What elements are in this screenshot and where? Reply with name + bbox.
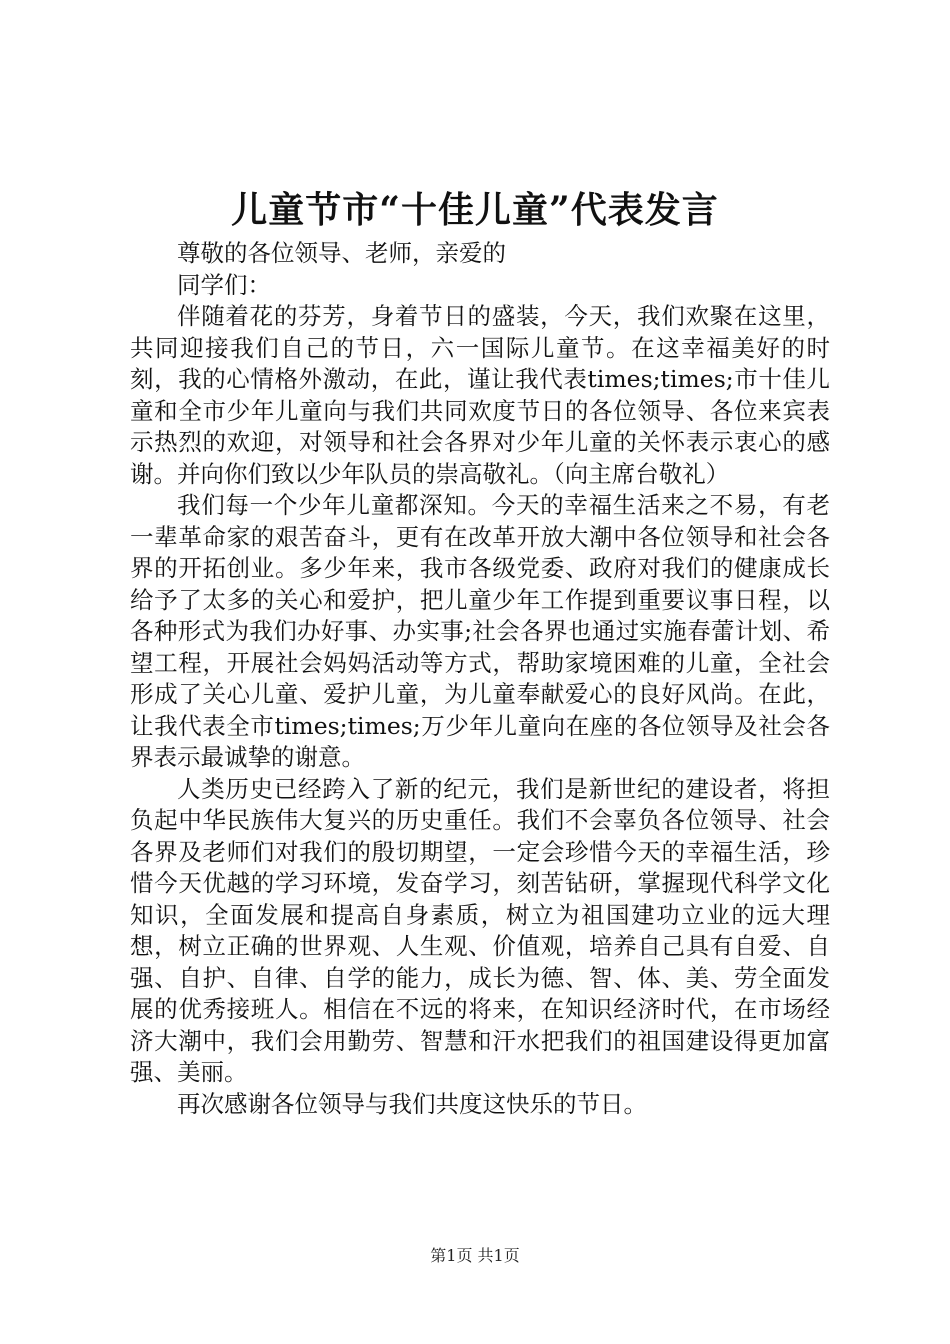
paragraph-gratitude: 我们每一个少年儿童都深知。今天的幸福生活来之不易，有老一辈革命家的艰苦奋斗，更有在改革开放大潮中各位领导和社会各界的开拓创业。多少年来，我市各级党委、政府对我们的健康成长给予了太多的关心和爱护，把儿童少年工作提到重要议事日程，以各种形式为我们办好事、办实事;社会各界也通过实施春蕾计划、希望工程，开展社会妈妈活动等方式，帮助家境困难的儿童，全社会形成了关心儿童、爱护儿童，为儿童奉献爱心的良好风尚。在此，让我代表全市times;times;万少年儿童向在座的各位领导及社会各界表示最诚挚的谢意。 — [130, 491, 830, 771]
page-title: 儿童节市“十佳儿童”代表发言 — [231, 189, 719, 231]
salutation-line-1: 尊敬的各位领导、老师，亲爱的 — [177, 239, 506, 267]
paragraph-welcome: 伴随着花的芬芳，身着节日的盛装，今天，我们欢聚在这里，共同迎接我们自己的节日，六一国际儿童节。在这幸福美好的时刻，我的心情格外激动，在此，谨让我代表times;times;市十佳儿童和全市少年儿童向与我们共同欢度节日的各位领导、各位来宾表示热烈的欢迎，对领导和社会各界对少年儿童的关怀表示衷心的感谢。并向你们致以少年队员的崇高敬礼。（向主席台敬礼） — [130, 302, 830, 488]
page-footer: 第1页 共1页 — [430, 1246, 520, 1265]
salutation-line-2: 同学们： — [177, 270, 271, 299]
paragraph-commitment: 人类历史已经跨入了新的纪元，我们是新世纪的建设者，将担负起中华民族伟大复兴的历史重任。我们不会辜负各位领导、社会各界及老师们对我们的殷切期望，一定会珍惜今天的幸福生活，珍惜今天优越的学习环境，发奋学习，刻苦钻研，掌握现代科学文化知识，全面发展和提高自身素质，树立为祖国建功立业的远大理想，树立正确的世界观、人生观、价值观，培养自己具有自爱、自强、自护、自律、自学的能力，成长为德、智、体、美、劳全面发展的优秀接班人。相信在不远的将来，在知识经济时代，在市场经济大潮中，我们会用勤劳、智慧和汗水把我们的祖国建设得更加富强、美丽。 — [130, 774, 830, 1086]
paragraph-closing: 再次感谢各位领导与我们共度这快乐的节日。 — [177, 1089, 647, 1118]
document-body — [130, 238, 830, 1120]
